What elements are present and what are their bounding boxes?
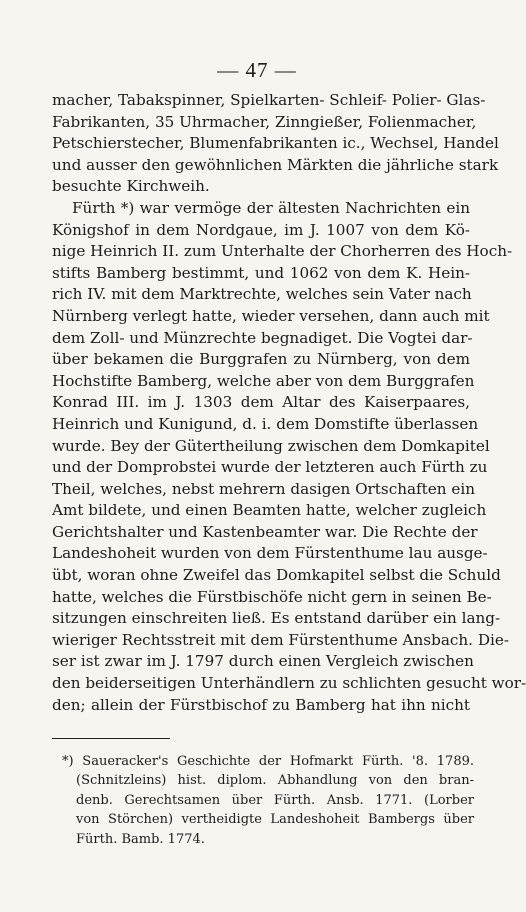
text-line: und der Domprobstei wurde der letzteren auch Fürth zu <box>52 458 488 477</box>
text-line: hatte, welches die Fürstbischöfe nicht gern in seinen Be- <box>52 587 492 606</box>
text-line: Landeshoheit wurden von dem Fürstenthume lau ausge- <box>52 544 488 563</box>
text-line: Hochstifte Bamberg, welche aber von dem Burggrafen <box>52 371 475 390</box>
footnote-line: von Störchen) vertheidigte Landeshoheit Bambergs über <box>76 812 474 828</box>
text-line: rich IV. mit dem Marktrechte, welches sein Vater nach <box>52 285 472 304</box>
text-line: Theil, welches, nebst mehrern dasigen Ortschaften ein <box>52 479 475 498</box>
text-line: den; allein der Fürstbischof zu Bamberg hat ihn nicht <box>52 695 470 714</box>
text-line: Fabrikanten, 35 Uhrmacher, Zinngießer, Folienmacher, <box>52 112 477 131</box>
text-line: Konrad III. im J. 1303 dem Altar des Kaiserpaares, <box>52 393 470 412</box>
text-line: stifts Bamberg bestimmt, und 1062 von dem K. Hein- <box>52 263 470 282</box>
text-line: Gerichtshalter und Kastenbeamter war. Die Rechte der <box>52 522 478 541</box>
text-line: besuchte Kirchweih. <box>52 177 210 196</box>
text-line: nige Heinrich II. zum Unterhalte der Chorherren des Hoch- <box>52 242 513 261</box>
text-line: Königshof in dem Nordgaue, im J. 1007 von dem Kö- <box>52 220 470 239</box>
text-line: dem Zoll- und Münzrechte begnadiget. Die Vogtei dar- <box>52 328 473 347</box>
text-line: Petschierstecher, Blumenfabrikanten ic., Wechsel, Handel <box>52 134 499 153</box>
footnote-line: *) Saueracker's Geschichte der Hofmarkt Fürth. '8. 1789. <box>62 754 474 769</box>
footnote-line: denb. Gerechtsamen über Fürth. Ansb. 1771. (Lorber <box>76 792 474 808</box>
page-number: — 47 — <box>217 58 297 82</box>
text-line: Amt bildete, und einen Beamten hatte, welcher zugleich <box>52 501 487 520</box>
body-text <box>52 90 526 716</box>
text-line: Heinrich und Kunigund, d. i. dem Domstifte überlassen <box>52 414 479 433</box>
footnote <box>62 752 474 849</box>
text-line: sitzungen einschreiten ließ. Es entstand darüber ein lang- <box>52 609 501 628</box>
text-line: wurde. Bey der Gütertheilung zwischen dem Domkapitel <box>52 436 490 455</box>
text-line: und ausser den gewöhnlichen Märkten die jährliche stark <box>52 155 499 174</box>
footnote-line: Fürth. Bamb. 1774. <box>76 831 205 847</box>
text-line: den beiderseitigen Unterhändlern zu schlichten gesucht wor- <box>52 674 526 693</box>
footnote-line: (Schnitzleins) hist. diplom. Abhandlung von den bran- <box>76 773 474 789</box>
text-line: ser ist zwar im J. 1797 durch einen Vergleich zwischen <box>52 652 474 671</box>
text-line: Fürth *) war vermöge der ältesten Nachrichten ein <box>72 198 470 217</box>
text-line: über bekamen die Burggrafen zu Nürnberg, von dem <box>52 350 470 369</box>
text-line: übt, woran ohne Zweifel das Domkapitel selbst die Schuld <box>52 566 501 585</box>
footnote-divider <box>52 738 170 739</box>
text-line: wieriger Rechtsstreit mit dem Fürstenthume Ansbach. Die- <box>52 630 509 649</box>
text-line: macher, Tabakspinner, Spielkarten- Schleif- Polier- Glas- <box>52 91 486 109</box>
text-line: Nürnberg verlegt hatte, wieder versehen, dann auch mit <box>52 306 490 325</box>
